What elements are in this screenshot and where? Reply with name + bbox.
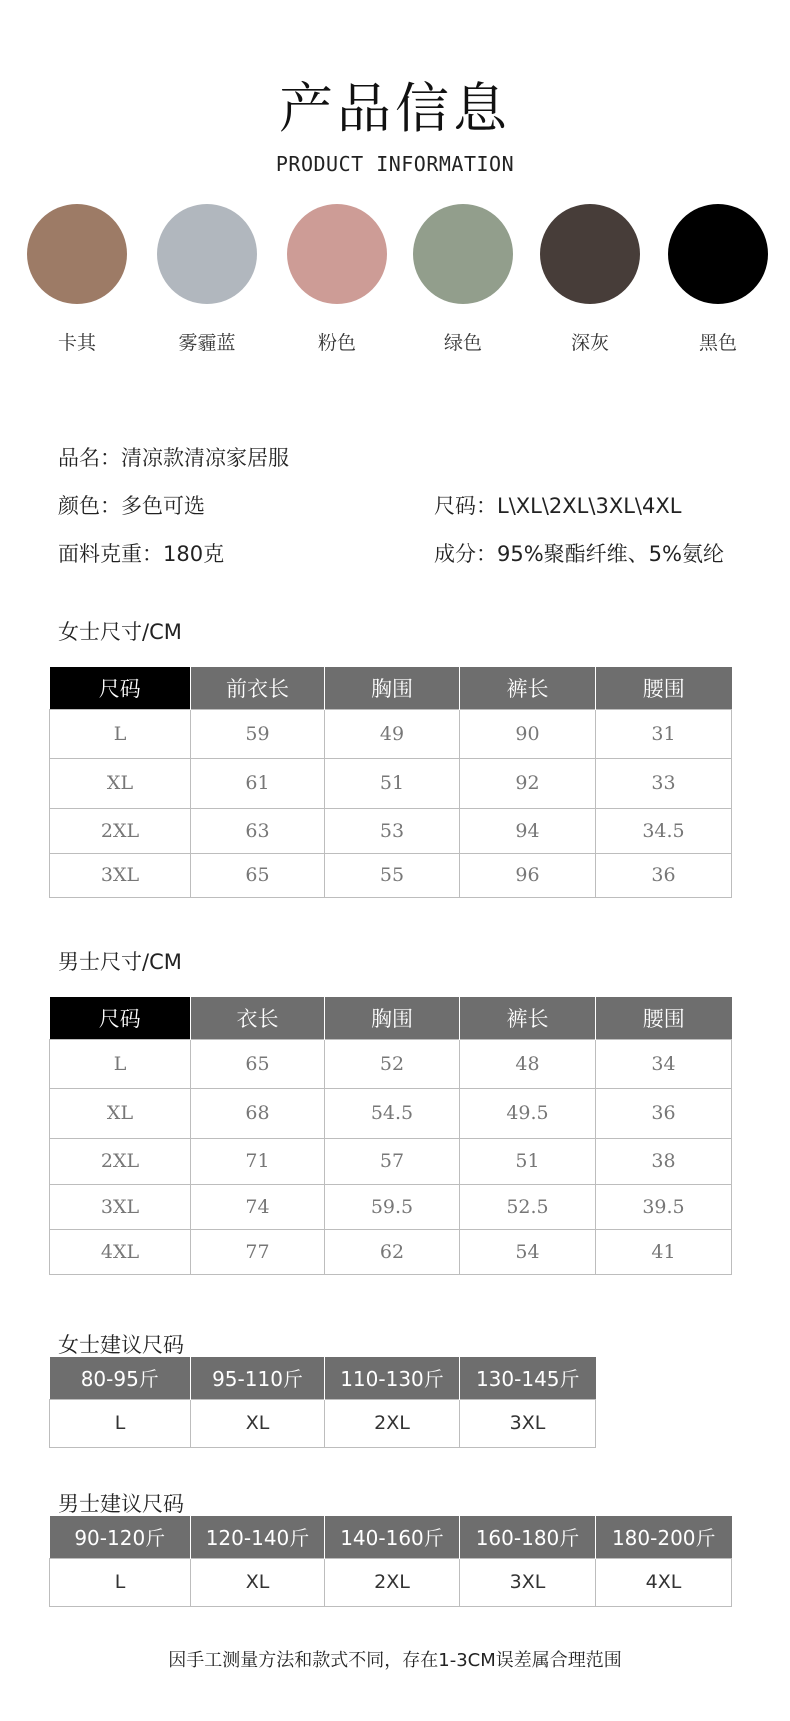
- table-header-cell: 腰围: [596, 667, 732, 709]
- table-row: [50, 709, 732, 758]
- recommended-size: 4XL: [596, 1558, 732, 1606]
- recommended-size: 2XL: [325, 1558, 460, 1606]
- table-cell: L: [50, 1039, 191, 1088]
- table-cell: 61: [191, 758, 325, 808]
- table-cell: 39.5: [596, 1184, 732, 1229]
- color-swatch-green: [413, 204, 513, 304]
- measurement-note: 因手工测量方法和款式不同，存在1-3CM误差属合理范围: [168, 1650, 622, 1671]
- weight-range: 120-140斤: [191, 1516, 325, 1558]
- women-rec-title: 女士建议尺码: [58, 1333, 184, 1357]
- table-cell: 52.5: [460, 1184, 596, 1229]
- table-cell: 51: [460, 1138, 596, 1184]
- table-cell: XL: [50, 758, 191, 808]
- weight-range: 140-160斤: [325, 1516, 460, 1558]
- table-cell: 4XL: [50, 1229, 191, 1274]
- table-cell: 96: [460, 853, 596, 897]
- table-cell: 71: [191, 1138, 325, 1184]
- weight-range: 130-145斤: [460, 1357, 596, 1399]
- weight-range: 110-130斤: [325, 1357, 460, 1399]
- table-header-row: [50, 667, 732, 709]
- color-swatch-khaki: [27, 204, 127, 304]
- table-header-cell: 裤长: [460, 997, 596, 1039]
- table-header-cell: 胸围: [325, 667, 460, 709]
- table-cell: 34.5: [596, 808, 732, 853]
- men-rec-table: [49, 1516, 732, 1607]
- color-label: 粉色: [317, 332, 356, 354]
- recommended-size: 2XL: [325, 1399, 460, 1447]
- table-header-cell: 尺码: [50, 667, 191, 709]
- table-cell: 63: [191, 808, 325, 853]
- table-cell: 59: [191, 709, 325, 758]
- table-cell: 3XL: [50, 1184, 191, 1229]
- table-cell: 52: [325, 1039, 460, 1088]
- table-cell: 33: [596, 758, 732, 808]
- men-rec-title: 男士建议尺码: [58, 1492, 184, 1516]
- table-row: [50, 1229, 732, 1274]
- table-row: [50, 1039, 732, 1088]
- recommended-size: XL: [191, 1558, 325, 1606]
- table-cell: 92: [460, 758, 596, 808]
- table-cell: 53: [325, 808, 460, 853]
- women-size-table: [49, 667, 732, 898]
- table-cell: L: [50, 709, 191, 758]
- color-label: 黑色: [698, 332, 737, 354]
- table-cell: 2XL: [50, 808, 191, 853]
- table-cell: 51: [325, 758, 460, 808]
- color-swatch-haze-blue: [157, 204, 257, 304]
- table-header-cell: 裤长: [460, 667, 596, 709]
- product-color: 颜色：多色可选: [58, 494, 205, 518]
- table-cell: 36: [596, 853, 732, 897]
- color-label: 卡其: [57, 332, 96, 354]
- product-weight: 面料克重：180克: [58, 542, 225, 566]
- table-cell: 34: [596, 1039, 732, 1088]
- table-cell: 77: [191, 1229, 325, 1274]
- page-title: 产品信息: [279, 77, 511, 140]
- table-cell: 49: [325, 709, 460, 758]
- men-size-table: [49, 997, 732, 1275]
- color-swatch-pink: [287, 204, 387, 304]
- table-row: [50, 808, 732, 853]
- table-cell: 2XL: [50, 1138, 191, 1184]
- weight-range: 95-110斤: [191, 1357, 325, 1399]
- table-header-row: [50, 997, 732, 1039]
- table-cell: 94: [460, 808, 596, 853]
- table-cell: 49.5: [460, 1088, 596, 1138]
- recommended-size: L: [50, 1399, 191, 1447]
- table-row: [50, 1399, 596, 1447]
- table-header-row: [50, 1357, 596, 1399]
- recommended-size: L: [50, 1558, 191, 1606]
- table-cell: 65: [191, 853, 325, 897]
- table-header-cell: 前衣长: [191, 667, 325, 709]
- recommended-size: 3XL: [460, 1399, 596, 1447]
- table-cell: 55: [325, 853, 460, 897]
- weight-range: 180-200斤: [596, 1516, 732, 1558]
- table-cell: 3XL: [50, 853, 191, 897]
- table-header-row: [50, 1516, 732, 1558]
- weight-range: 160-180斤: [460, 1516, 596, 1558]
- color-swatch-dark-gray: [540, 204, 640, 304]
- color-label: 绿色: [443, 332, 482, 354]
- table-row: [50, 1088, 732, 1138]
- table-cell: 90: [460, 709, 596, 758]
- table-header-cell: 尺码: [50, 997, 191, 1039]
- table-cell: 62: [325, 1229, 460, 1274]
- product-size: 尺码：L\XL\2XL\3XL\4XL: [434, 494, 682, 518]
- table-cell: 36: [596, 1088, 732, 1138]
- page-subtitle: PRODUCT INFORMATION: [275, 152, 515, 176]
- table-cell: 57: [325, 1138, 460, 1184]
- women-rec-table: [49, 1357, 596, 1448]
- color-label: 雾霾蓝: [178, 332, 236, 354]
- table-cell: 54.5: [325, 1088, 460, 1138]
- men-size-title: 男士尺寸/CM: [58, 950, 182, 974]
- color-swatch-black: [668, 204, 768, 304]
- weight-range: 80-95斤: [50, 1357, 191, 1399]
- color-label: 深灰: [570, 332, 609, 354]
- table-row: [50, 758, 732, 808]
- table-cell: 48: [460, 1039, 596, 1088]
- table-row: [50, 1184, 732, 1229]
- women-size-title: 女士尺寸/CM: [58, 620, 182, 644]
- product-name: 品名：清凉款清凉家居服: [58, 446, 289, 470]
- table-row: [50, 1138, 732, 1184]
- table-row: [50, 1558, 732, 1606]
- product-composition: 成分：95%聚酯纤维、5%氨纶: [434, 542, 724, 566]
- table-cell: 41: [596, 1229, 732, 1274]
- recommended-size: 3XL: [460, 1558, 596, 1606]
- recommended-size: XL: [191, 1399, 325, 1447]
- table-row: [50, 853, 732, 897]
- table-cell: 31: [596, 709, 732, 758]
- table-cell: XL: [50, 1088, 191, 1138]
- table-cell: 54: [460, 1229, 596, 1274]
- table-cell: 68: [191, 1088, 325, 1138]
- table-header-cell: 衣长: [191, 997, 325, 1039]
- weight-range: 90-120斤: [50, 1516, 191, 1558]
- table-cell: 74: [191, 1184, 325, 1229]
- table-cell: 38: [596, 1138, 732, 1184]
- table-cell: 59.5: [325, 1184, 460, 1229]
- table-cell: 65: [191, 1039, 325, 1088]
- table-header-cell: 腰围: [596, 997, 732, 1039]
- table-header-cell: 胸围: [325, 997, 460, 1039]
